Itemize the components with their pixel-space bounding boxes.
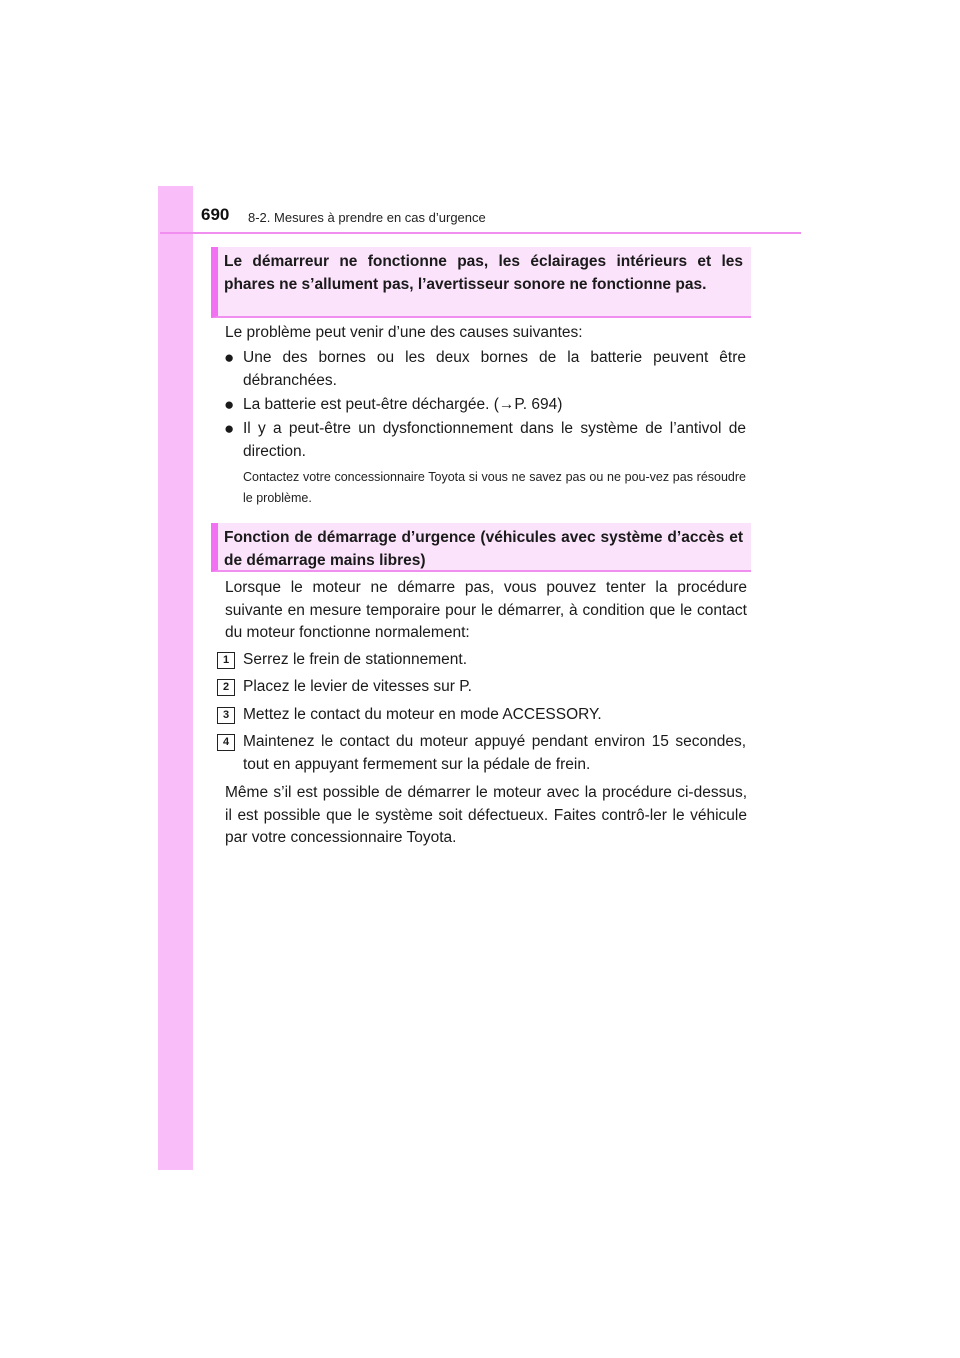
step-number: 3 [217,707,235,724]
intro-paragraph: Le problème peut venir d’une des causes suivantes: [225,324,583,341]
procedure-intro: Lorsque le moteur ne démarre pas, vous pouvez tenter la procédure suivante en mesure temporaire pour le démarrer, à condition que le contact du moteur fonctionne normalement: [225,579,747,641]
bullet-icon: ● [224,395,235,414]
list-item-text: Une des bornes ou les deux bornes de la batterie peuvent être débranchées. [243,349,746,389]
side-tab-band [158,186,193,1170]
step-text: Serrez le frein de stationnement. [243,651,468,668]
list-item-text: Il y a peut-être un dysfonctionnement dans le système de l’antivol de direction. [243,420,746,460]
step-text: Maintenez le contact du moteur appuyé pendant environ 15 secondes, tout en appuyant fermement sur la pédale de frein. [243,733,746,773]
section-heading-text: Le démarreur ne fonctionne pas, les éclairages intérieurs et les phares ne s’allument pas, l’avertisseur sonore ne fonctionne pas. [224,253,743,293]
section-heading-text: Fonction de démarrage d’urgence (véhicules avec système d’accès et de démarrage mains libres) [224,529,743,569]
step-number: 4 [217,734,235,751]
step-text: Placez le levier de vitesses sur P. [243,678,472,695]
section-heading-emergency-start [211,523,751,572]
step-text: Mettez le contact du moteur en mode ACCESSORY. [243,706,602,723]
header-divider [160,232,801,234]
list-item-text: La batterie est peut-être déchargée. (→P. 694) [243,396,563,413]
section-heading-starter-issue [211,247,751,318]
page-number: 690 [201,205,230,224]
bullet-icon: ● [224,419,235,438]
step-number: 2 [217,679,235,696]
step-number: 1 [217,652,235,669]
chapter-title: 8-2. Mesures à prendre en cas d’urgence [248,210,486,225]
closing-paragraph: Même s’il est possible de démarrer le moteur avec la procédure ci-dessus, il est possible que le système soit défectueux. Faites contrô-ler le véhicule par votre concessionnaire Toyota. [225,784,747,846]
bullet-icon: ● [224,348,235,367]
note-text: Contactez votre concessionnaire Toyota si vous ne savez pas ou ne pou-vez pas résoudre le problème. [243,470,746,505]
